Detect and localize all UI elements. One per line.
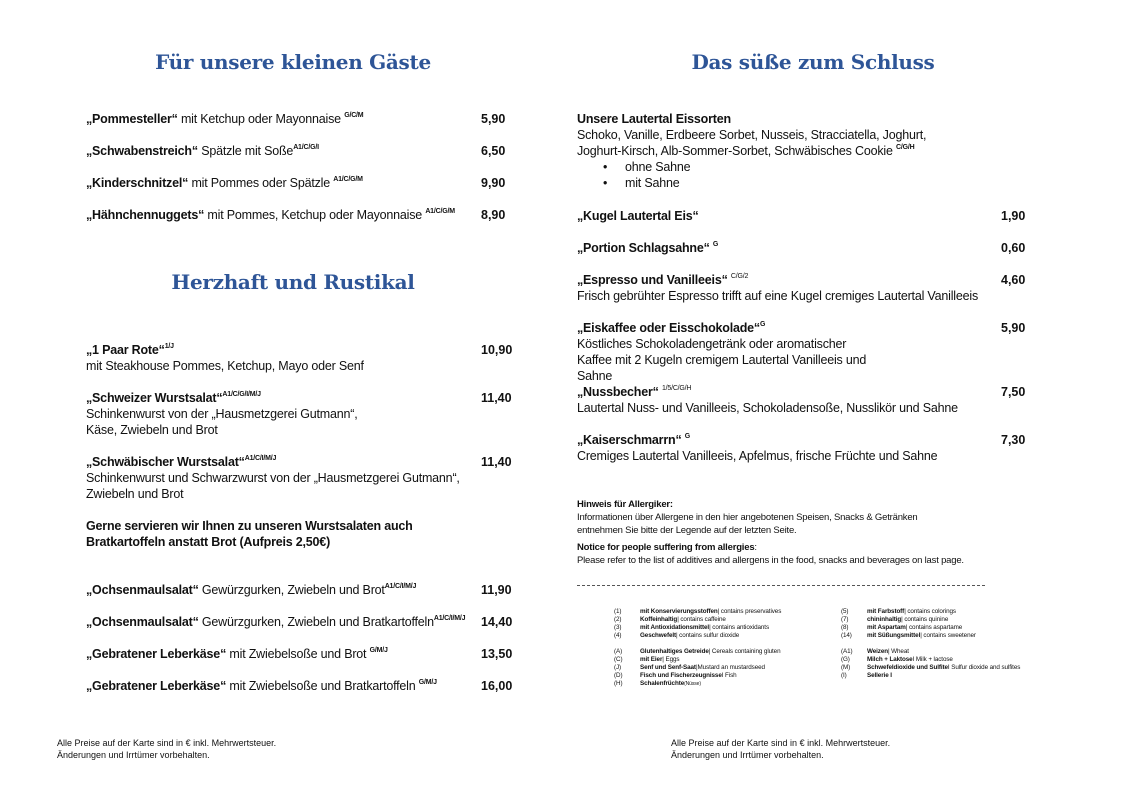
legend-row: (D) Fisch und Fischerzeugnisse I Fish bbox=[614, 672, 737, 679]
legend-row: (14) mit Süßungsmittel | contains sweetener bbox=[841, 632, 976, 639]
menu-item: „Kugel Lautertal Eis“ bbox=[577, 209, 699, 223]
legend-row: (J) Senf und Senf-Saat |Mustard an mustardseed bbox=[614, 664, 765, 671]
menu-item: „Kinderschnitzel“ mit Pommes oder Spätzle $^{A1/C/G/M}$ bbox=[86, 176, 363, 190]
flavor-options bbox=[577, 159, 987, 191]
list-item: • mit Sahne bbox=[577, 175, 987, 191]
menu-item: „Kaiserschmarrn“ $^G$ Cremiges Lautertal Vanilleeis, Apfelmus, frische Früchte und Sahne bbox=[577, 433, 938, 463]
menu-item: „Nussbecher“ $^{1/5/C/G/H}$ Lautertal Nuss- und Vanilleeis, Schokoladensoße, Nusslikör und Sahne bbox=[577, 385, 958, 415]
item-price: 11,40 bbox=[481, 455, 512, 469]
menu-item: „Schweizer Wurstsalat“$^{A1/C/G/I/M/J}$ Schinkenwurst von der „Hausmetzgerei Gutmann“, Käse, Zwiebeln und Brot bbox=[86, 391, 358, 437]
menu-item: „Schwäbischer Wurstsalat“$^{A1/C/I/M/J}$ Schinkenwurst und Schwarzwurst von der „Hausmetzgerei Gutmann“, Zwiebeln und Brot bbox=[86, 455, 460, 501]
item-price: 1,90 bbox=[1001, 209, 1026, 223]
allergen-legend-left bbox=[614, 608, 781, 688]
allergy-text-de: entnehmen Sie bitte der Legende auf der letzten Seite. bbox=[577, 525, 797, 536]
item-price: 11,90 bbox=[481, 583, 512, 597]
footer-prices-note: Alle Preise auf der Karte sind in € inkl. Mehrwertsteuer. bbox=[671, 738, 891, 748]
legend-row: (H) Schalenfrüchte (Nüsse) bbox=[614, 680, 701, 687]
section-title-kids: Für unsere kleinen Gäste bbox=[155, 50, 431, 74]
legend-row: (1) mit Konservierungsstoffen | contains preservatives bbox=[614, 608, 782, 615]
allergy-heading-en: Notice for people suffering from allergies: bbox=[577, 542, 757, 553]
legend-row: (3) mit Antioxidationsmittel | contains antioxidants bbox=[614, 624, 769, 631]
section-title-rustic: Herzhaft und Rustikal bbox=[171, 270, 415, 294]
legend-row: (2) Koffeinhaltig | contains caffeine bbox=[614, 616, 726, 623]
item-price: 10,90 bbox=[481, 343, 513, 357]
menu-item: „Espresso und Vanilleeis“ $^{C/G/2}$ Frisch gebrühter Espresso trifft auf eine Kugel cremiges Lautertal Vanilleeis bbox=[577, 273, 979, 303]
item-price: 4,60 bbox=[1001, 273, 1026, 287]
legend-row: (7) chininhaltig | contains quinine bbox=[841, 616, 949, 623]
allergy-text-de: Informationen über Allergene in den hier angebotenen Speisen, Snacks & Getränken bbox=[577, 512, 918, 523]
divider bbox=[577, 585, 985, 586]
list-item: • ohne Sahne bbox=[577, 159, 987, 175]
item-price: 8,90 bbox=[481, 208, 506, 222]
bratkartoffeln-note: Gerne servieren wir Ihnen zu unseren Wurstsalaten auch Bratkartoffeln anstatt Brot (Aufpreis 2,50€) bbox=[86, 519, 413, 549]
footer-prices-note: Alle Preise auf der Karte sind in € inkl. Mehrwertsteuer. bbox=[57, 738, 277, 748]
legend-row: (G) Milch + Laktose I Milk + lactose bbox=[841, 656, 953, 663]
menu-item: „Schwabenstreich“ Spätzle mit Soße$^{A1/C/G/I}$ bbox=[86, 144, 319, 158]
legend-row: (C) mit Eier | Eggs bbox=[614, 656, 680, 663]
ice-cream-flavors: Unsere Lautertal Eissorten Schoko, Vanille, Erdbeere Sorbet, Nusseis, Stracciatella, Joghurt, Joghurt-Kirsch, Alb-Sommer-Sorbet, Schwäbisches Cookie $^{C/G/H}$ • ohne Sahne • mit Sahne bbox=[577, 111, 987, 191]
menu-item: „Ochsenmaulsalat“ Gewürzgurken, Zwiebeln und Bratkartoffeln$^{A1/C/I/M/J}$ bbox=[86, 615, 466, 629]
footer-right bbox=[671, 737, 890, 761]
item-price: 13,50 bbox=[481, 647, 513, 661]
item-price: 0,60 bbox=[1001, 241, 1026, 255]
legend-row: (A) Glutenhaltiges Getreide | Cereals containing gluten bbox=[614, 648, 781, 655]
allergy-heading-de: Hinweis für Allergiker: bbox=[577, 499, 673, 510]
footer-left bbox=[57, 737, 276, 761]
legend-row: (A1) Weizen | Wheat bbox=[841, 648, 909, 655]
menu-item: „Hähnchennuggets“ mit Pommes, Ketchup oder Mayonnaise $^{A1/C/G/M}$ bbox=[86, 208, 455, 222]
menu-item: „Portion Schlagsahne“ $^G$ bbox=[577, 241, 719, 255]
legend-row: (5) mit Farbstoff | contains colorings bbox=[841, 608, 956, 615]
menu-item: „Gebratener Leberkäse“ mit Zwiebelsoße und Bratkartoffeln $^{G/M/J}$ bbox=[86, 679, 437, 693]
menu-item: „1 Paar Rote“$^{1/J}$ mit Steakhouse Pommes, Ketchup, Mayo oder Senf bbox=[86, 343, 364, 373]
item-price: 14,40 bbox=[481, 615, 513, 629]
menu-item: „Eiskaffee oder Eisschokolade“$^G$ Köstliches Schokoladengetränk oder aromatischer Kaffee mit 2 Kugeln cremigem Lautertal Vanilleeis und Sahne bbox=[577, 321, 867, 383]
footer-disclaimer: Änderungen und Irrtümer vorbehalten. bbox=[57, 750, 210, 760]
legend-row: (M) Schwefeldioxide und Sulfite I Sulfur dioxide and sulfites bbox=[841, 664, 1021, 671]
item-price: 7,50 bbox=[1001, 385, 1026, 399]
allergy-text-en: Please refer to the list of additives and allergens in the food, snacks and beverages on last page. bbox=[577, 555, 964, 566]
section-title-dessert: Das süße zum Schluss bbox=[691, 50, 935, 74]
footer-disclaimer: Änderungen und Irrtümer vorbehalten. bbox=[671, 750, 824, 760]
legend-row: (I) Sellerie I bbox=[841, 672, 892, 679]
menu-item: „Gebratener Leberkäse“ mit Zwiebelsoße und Brot $^{G/M/J}$ bbox=[86, 647, 388, 661]
legend-row: (8) mit Aspartam | contains aspartame bbox=[841, 624, 963, 631]
item-price: 5,90 bbox=[1001, 321, 1026, 335]
item-price: 6,50 bbox=[481, 144, 506, 158]
item-price: 16,00 bbox=[481, 679, 513, 693]
menu-item: „Pommesteller“ mit Ketchup oder Mayonnaise $^{G/C/M}$ bbox=[86, 112, 364, 126]
item-price: 7,30 bbox=[1001, 433, 1026, 447]
allergen-legend-right bbox=[841, 608, 1020, 680]
item-price: 9,90 bbox=[481, 176, 506, 190]
allergy-notice bbox=[577, 498, 997, 567]
menu-item: „Ochsenmaulsalat“ Gewürzgurken, Zwiebeln und Brot$^{A1/C/I/M/J}$ bbox=[86, 583, 417, 597]
item-price: 5,90 bbox=[481, 112, 506, 126]
item-price: 11,40 bbox=[481, 391, 512, 405]
legend-row: (4) Geschwefelt | contains sulfur dioxide bbox=[614, 632, 740, 639]
